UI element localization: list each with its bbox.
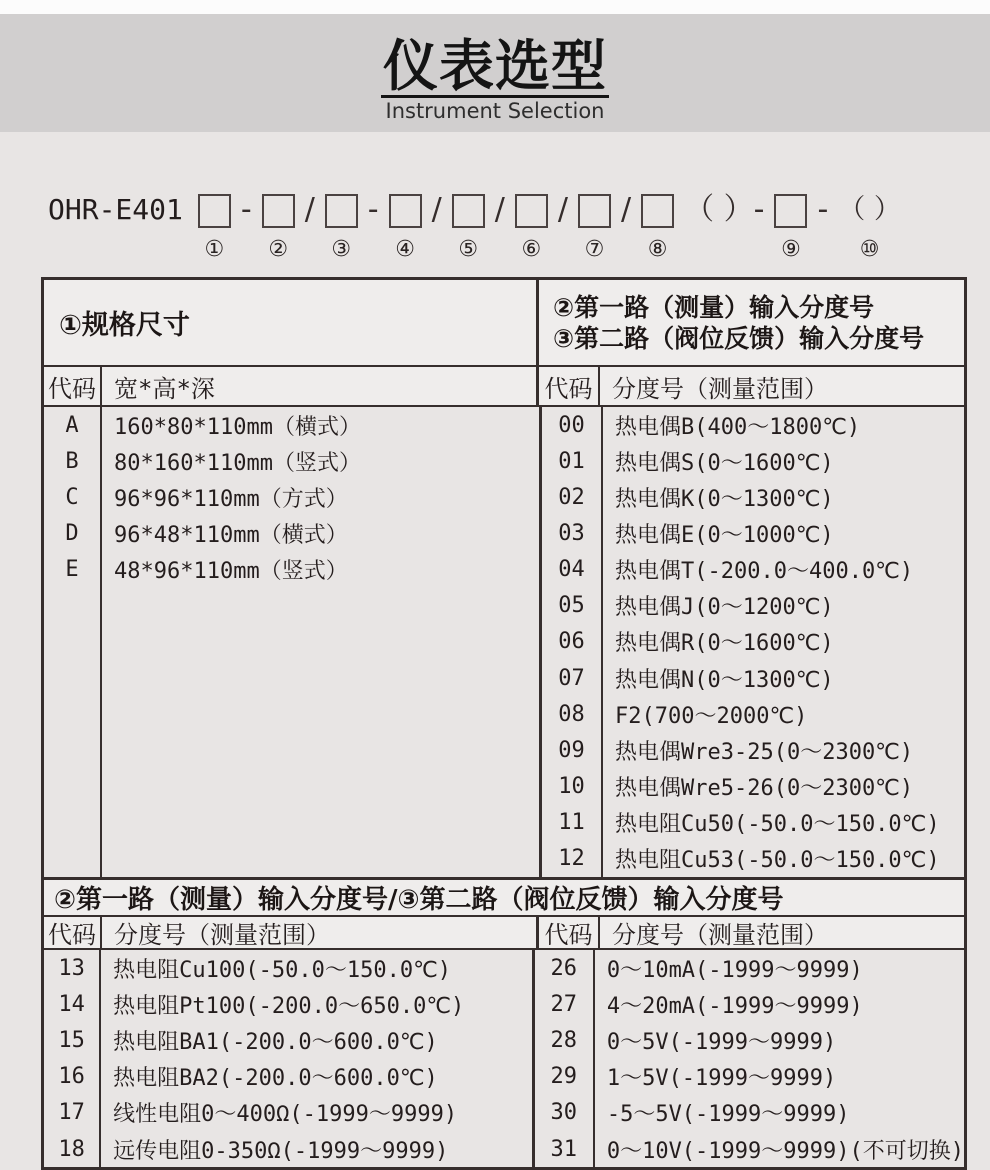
model-field-box	[198, 194, 231, 228]
table-cell-desc: 96*48*110mm（横式）	[114, 522, 348, 548]
table-cell-desc: 0～10V(-1999～9999)(不可切换)	[606, 1138, 964, 1164]
table-cell-code: 00	[558, 412, 585, 438]
table-cell-code: D	[65, 520, 79, 546]
model-field-unit	[262, 192, 295, 261]
table-cell-code: 01	[558, 448, 585, 474]
model-field-unit	[578, 192, 611, 261]
spec-header-cell	[44, 280, 539, 365]
model-field-box	[262, 194, 295, 228]
circled-number: ⑨	[781, 237, 801, 262]
subheader2-code-right: 代码	[539, 917, 600, 948]
model-field-unit	[641, 192, 674, 261]
graduation-table-2	[41, 880, 967, 1170]
title-band	[0, 14, 990, 132]
table-cell-code: 07	[558, 665, 585, 691]
table-cell-code: 12	[558, 846, 585, 872]
table-cell-desc: 热电阻BA1(-200.0～600.0℃)	[113, 1029, 438, 1055]
model-field-unit	[515, 192, 548, 261]
table-cell-code: 18	[58, 1136, 85, 1162]
table-cell-code: 28	[550, 1027, 578, 1053]
table-cell-code: 14	[58, 991, 85, 1017]
table-cell-code: 31	[550, 1136, 578, 1162]
top-white-strip	[0, 0, 990, 14]
input-graduation-line1: ②第一路（测量）输入分度号	[553, 292, 875, 322]
graduation-desc-column	[603, 407, 964, 877]
subheader-desc-right: 分度号（测量范围）	[612, 374, 828, 403]
table-cell-code: B	[65, 448, 79, 474]
input-graduation-header-cell	[539, 280, 964, 365]
table-cell-code: 13	[58, 955, 85, 981]
table-cell-code: 09	[558, 737, 585, 763]
subheader2-code-left: 代码	[44, 917, 102, 948]
graduation-table-2-body	[44, 950, 964, 1167]
table-cell-desc: 热电偶Wre3-25(0～2300℃)	[615, 739, 914, 765]
subheader-desc-left: 宽*高*深	[102, 367, 539, 405]
spec-table-header-row	[44, 280, 964, 367]
model-field-unit	[389, 192, 422, 261]
table-cell-desc: 热电偶S(0～1600℃)	[615, 450, 834, 476]
table-cell-desc: -5～5V(-1999～9999)	[606, 1102, 850, 1128]
spec-table-body	[44, 407, 964, 877]
spec-table	[41, 277, 967, 880]
table-cell-code: 26	[550, 955, 578, 981]
page-title: 仪表选型	[382, 33, 607, 98]
circled-number: ④	[395, 237, 415, 262]
model-separator: -	[240, 192, 252, 227]
graduation-table-2-title: ②第一路（测量）输入分度号/③第二路（阀位反馈）输入分度号	[54, 885, 784, 915]
table-cell-desc: 热电偶J(0～1200℃)	[615, 595, 834, 621]
model-separator: -	[367, 192, 379, 227]
graduation2-desc-column-left	[101, 950, 535, 1167]
model-separator: /	[494, 192, 505, 227]
page-subtitle: Instrument Selection	[385, 98, 605, 123]
model-field-box	[578, 194, 611, 228]
model-field-unit	[452, 192, 485, 261]
table-cell-desc: 96*96*110mm（方式）	[114, 486, 348, 512]
model-field-unit	[774, 192, 807, 261]
table-cell-code: 10	[558, 773, 585, 799]
model-segments	[195, 192, 904, 261]
model-paren-text: （ ）	[838, 194, 901, 225]
circled-number: ①	[204, 237, 225, 262]
table-cell-desc: 线性电阻0～400Ω(-1999～9999)	[113, 1102, 458, 1128]
table-cell-desc: 热电偶Wre5-26(0～2300℃)	[615, 775, 914, 801]
size-desc-column	[102, 407, 542, 877]
model-field-box	[515, 194, 548, 228]
subheader2-desc-right: 分度号（测量范围）	[612, 921, 828, 949]
graduation-code-column	[542, 407, 603, 877]
table-cell-desc: 热电偶T(-200.0～400.0℃)	[615, 559, 914, 585]
model-separator: -	[817, 192, 829, 227]
table-cell-code: 29	[550, 1064, 578, 1090]
circled-number: ⑥	[521, 237, 542, 262]
table-cell-desc: 热电阻Pt100(-200.0～650.0℃)	[113, 993, 465, 1019]
model-field-box	[774, 194, 807, 228]
table-cell-desc: 热电偶N(0～1300℃)	[615, 667, 834, 693]
model-paren-unit	[838, 192, 901, 261]
model-field-box	[389, 194, 422, 228]
table-cell-code: 08	[558, 701, 585, 727]
graduation2-desc-column-right	[595, 950, 964, 1167]
model-field-box	[325, 194, 358, 228]
circled-number: ⑩	[859, 237, 880, 262]
table-cell-desc: 0～5V(-1999～9999)	[606, 1029, 837, 1055]
circled-number: ⑧	[647, 237, 668, 262]
table-cell-desc: 热电阻Cu53(-50.0～150.0℃)	[615, 848, 940, 874]
model-prefix: OHR-E401	[48, 193, 183, 226]
subheader-code-left: 代码	[44, 367, 102, 405]
table-cell-desc: 1～5V(-1999～9999)	[606, 1066, 837, 1092]
model-field-box	[452, 194, 485, 228]
table-cell-desc: 热电偶R(0～1600℃)	[615, 631, 834, 657]
circled-number: ⑤	[458, 237, 479, 262]
table-cell-code: 02	[558, 484, 585, 510]
model-separator: /	[620, 192, 632, 227]
table-cell-code: C	[65, 484, 79, 510]
table-cell-desc: 热电阻BA2(-200.0～600.0℃)	[113, 1066, 438, 1092]
table-cell-code: E	[65, 557, 79, 583]
table-cell-desc: 热电偶K(0～1300℃)	[615, 486, 834, 512]
size-code-column	[44, 407, 102, 877]
model-separator: /	[304, 192, 315, 227]
model-field-unit	[198, 192, 231, 261]
table-cell-code: 30	[550, 1100, 578, 1126]
table-cell-desc: 热电偶B(400～1800℃)	[615, 414, 861, 440]
model-separator: /	[557, 192, 568, 227]
spec-table-subheader-row	[44, 367, 964, 407]
table-cell-desc: 80*160*110mm（竖式）	[114, 450, 361, 476]
table-cell-desc: 热电偶E(0～1000℃)	[615, 522, 834, 548]
model-separator: /	[431, 192, 442, 227]
graduation-table-2-header	[44, 880, 964, 917]
table-cell-code: 05	[558, 593, 585, 619]
graduation2-code-column-right	[535, 950, 595, 1167]
circled-number: ③	[331, 237, 352, 262]
model-field-unit	[325, 192, 358, 261]
table-cell-code: 03	[558, 520, 585, 546]
circled-number: ②	[268, 237, 289, 262]
table-cell-code: 27	[550, 991, 578, 1017]
graduation2-code-column-left	[44, 950, 101, 1167]
table-cell-desc: 0～10mA(-1999～9999)	[606, 957, 863, 983]
table-cell-desc: 远传电阻0-350Ω(-1999～9999)	[113, 1138, 449, 1164]
table-cell-code: 06	[558, 629, 585, 655]
model-separator: （ ）-	[684, 192, 765, 227]
table-cell-desc: 160*80*110mm（横式）	[114, 414, 361, 440]
table-cell-desc: 48*96*110mm（竖式）	[114, 559, 348, 585]
table-cell-code: A	[65, 412, 79, 438]
model-code-line	[48, 192, 904, 261]
table-cell-code: 11	[558, 810, 585, 836]
subheader2-desc-left: 分度号（测量范围）	[102, 917, 539, 948]
circled-number: ⑦	[584, 237, 605, 262]
model-field-box	[641, 194, 674, 228]
subheader-code-right: 代码	[539, 367, 600, 405]
table-cell-code: 17	[58, 1100, 85, 1126]
table-cell-code: 16	[58, 1064, 85, 1090]
input-graduation-line2: ③第二路（阀位反馈）输入分度号	[553, 323, 925, 353]
table-cell-desc: 4～20mA(-1999～9999)	[606, 993, 863, 1019]
table-cell-code: 15	[58, 1027, 85, 1053]
table-cell-desc: 热电阻Cu50(-50.0～150.0℃)	[615, 812, 940, 838]
table-cell-desc: F2(700～2000℃)	[615, 703, 808, 729]
table-cell-desc: 热电阻Cu100(-50.0～150.0℃)	[113, 957, 452, 983]
graduation-table-2-subheader	[44, 917, 964, 950]
spec-header-label: ①规格尺寸	[59, 310, 190, 341]
table-cell-code: 04	[558, 557, 585, 583]
